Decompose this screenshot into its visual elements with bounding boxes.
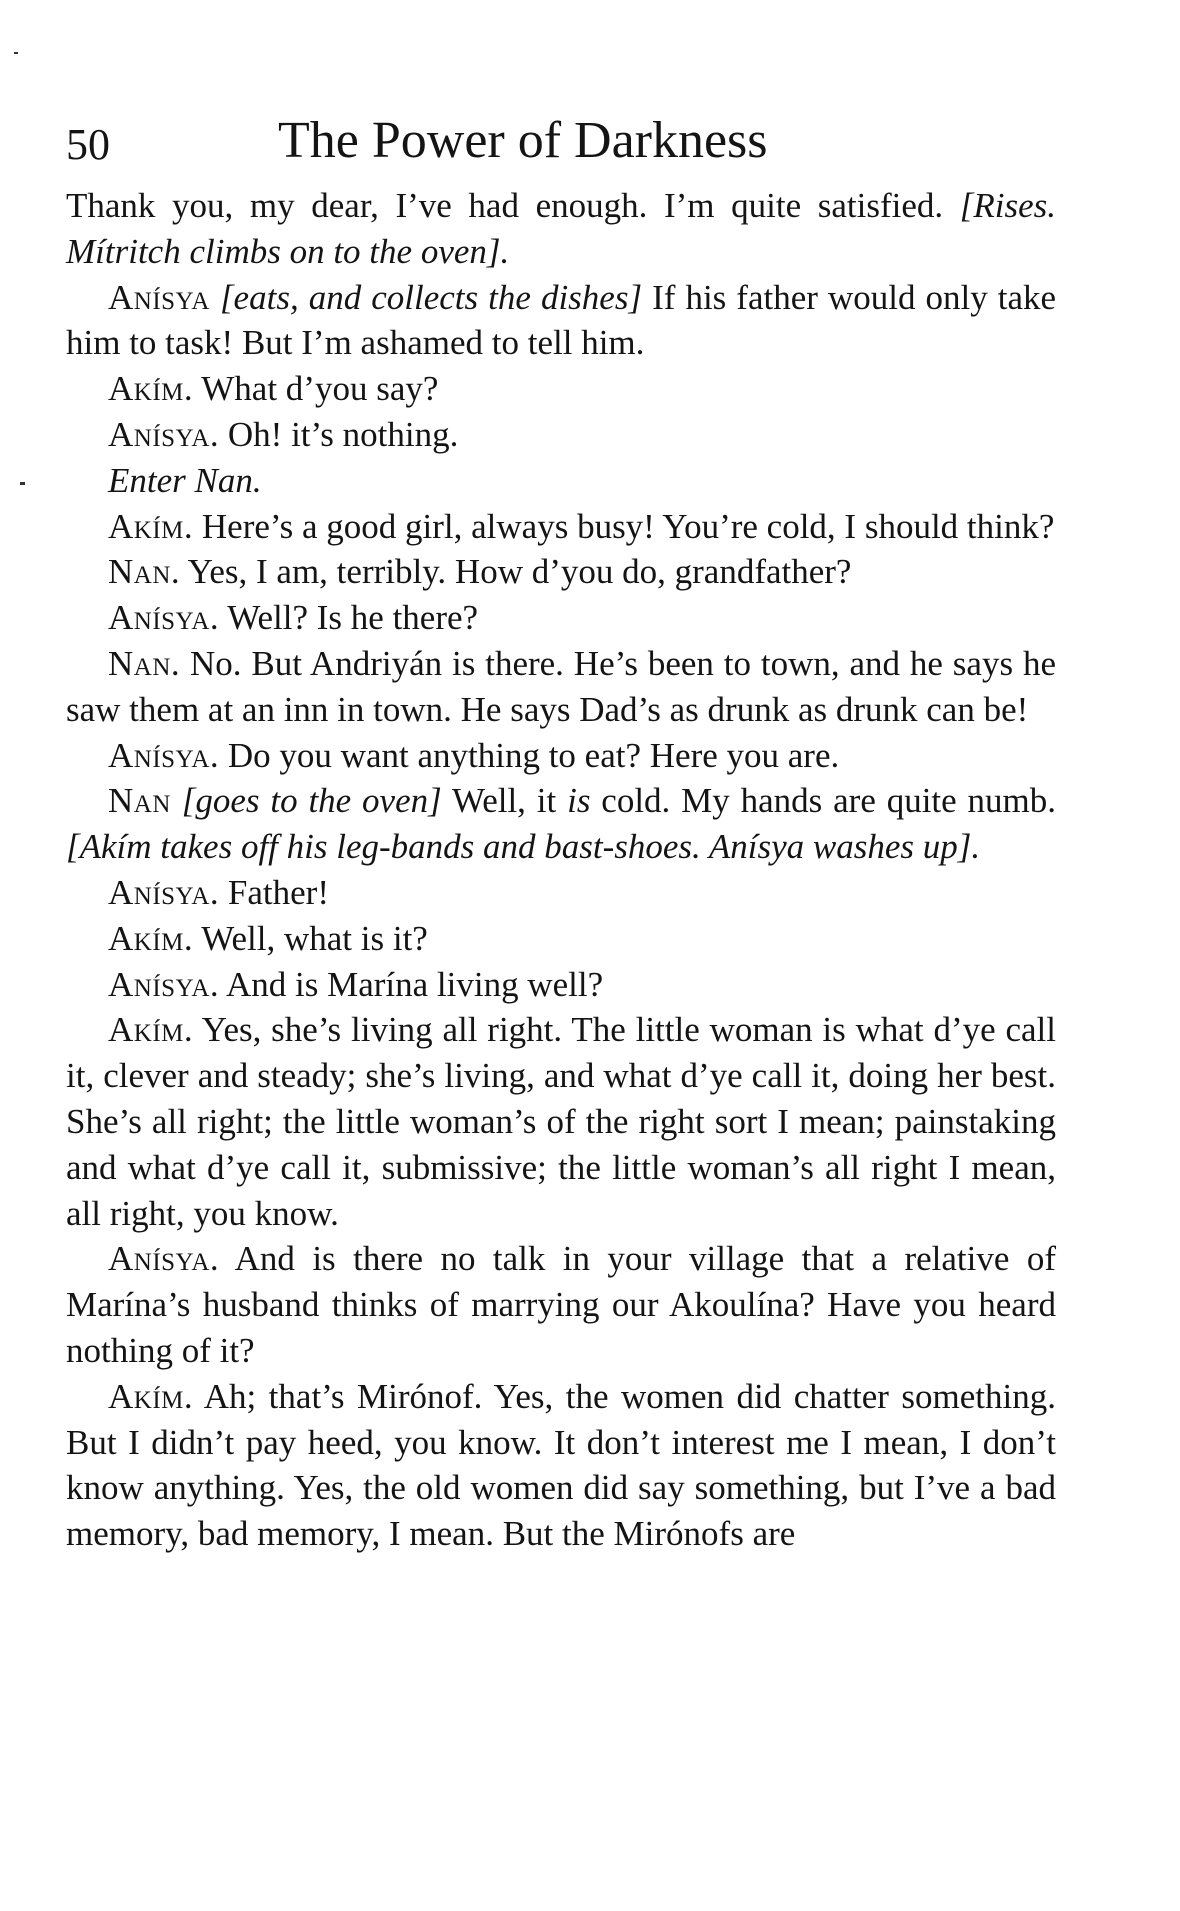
dialogue-paragraph [66,366,1056,412]
dialogue-paragraph [66,778,1056,870]
dialogue-text [171,781,182,820]
dialogue-paragraph [66,1236,1056,1373]
speaker-name: Anísya. [108,598,220,638]
speaker-name: Nan. [108,552,181,592]
dialogue-text: Thank you, my dear, I’ve had enough. I’m quite satisfied. [66,186,960,225]
running-head-title: The Power of Darkness [278,112,768,169]
stage-direction: [Akím takes off his leg-bands and bast-shoes. Anísya washes up]. [66,827,981,867]
speaker-name: Anísya. [108,964,220,1004]
print-speck [14,52,18,54]
stage-direction: is [567,781,591,821]
speaker-name: Anísya. [108,414,220,454]
dialogue-text: Yes, she’s living all right. The little woman is what d’ye call it, clever and steady; she’s living, and what d’ye call it, doing her best. She’s all right; the little woman’s of the right sort I mean; painstaking and what d’ye call it, submissive; the little woman’s all right I mean, all right, you know. [66,1010,1056,1233]
print-speck [20,482,25,485]
speaker-name: Anísya. [108,735,220,775]
dialogue-paragraph [66,549,1056,595]
dialogue-paragraph [66,1374,1056,1557]
dialogue-text [210,278,220,317]
stage-direction: [goes to the oven] [181,781,442,821]
dialogue-paragraph [66,962,1056,1008]
dialogue-paragraph [66,733,1056,779]
speaker-name: Akím. [108,369,194,409]
dialogue-text: Well, it [441,781,568,821]
dialogue-paragraph [66,504,1056,550]
speaker-name: Anísya. [108,872,220,912]
dialogue-text: Well, what is it? [193,918,428,958]
dialogue-text: Here’s a good girl, always busy! You’re cold, I should think? [193,506,1055,546]
speaker-name: Anísya [108,277,210,317]
stage-direction: Enter Nan. [108,460,262,500]
dialogue-text: Oh! it’s nothing. [219,414,459,454]
speaker-name: Akím. [108,506,194,546]
dialogue-text: Do you want anything to eat? Here you are. [219,735,840,775]
dialogue-text: No. But Andriyán is there. He’s been to town, and he says he saw them at an inn in town. He says Dad’s as drunk as drunk can be! [66,643,1056,729]
dialogue-paragraph [66,183,1056,275]
dialogue-paragraph [66,916,1056,962]
dialogue-text: What d’you say? [193,369,439,409]
dialogue-text: Well? Is he there? [219,598,479,638]
speaker-name: Akím. [108,1376,194,1416]
dialogue-paragraph [66,870,1056,916]
speaker-name: Anísya. [108,1239,220,1279]
speaker-name: Akím. [108,918,194,958]
dialogue-paragraph [66,595,1056,641]
dialogue-paragraph [66,412,1056,458]
dialogue-text: And is there no talk in your village that a relative of Marína’s husband thinks of marrying our Akoulína? Have you heard nothing of it? [66,1239,1056,1370]
dialogue-text: cold. My hands are quite numb. [590,781,1057,821]
dialogue-text: Ah; that’s Mirónof. Yes, the women did chatter something. But I didn’t pay heed, you know. It don’t interest me I mean, I don’t know anything. Yes, the old women did say something, but I’ve a bad memory, bad memory, I mean. But the Mirónofs are [66,1376,1056,1554]
dialogue-paragraph [66,458,1056,504]
speaker-name: Nan. [108,643,181,683]
stage-direction: [Rises. Mítritch climbs on to the oven]. [66,186,1056,271]
dialogue-text: And is Marína living well? [219,964,604,1004]
page-header [66,112,1056,176]
dialogue-paragraph [66,1007,1056,1236]
dialogue-text: Father! [219,872,329,912]
dialogue-text: Yes, I am, terribly. How d’you do, grandfather? [180,552,852,592]
dialogue-paragraph [66,275,1056,367]
speaker-name: Nan [108,781,171,821]
speaker-name: Akím. [108,1010,194,1050]
play-text [66,183,1056,1557]
stage-direction: [eats, and collects the dishes] [219,277,643,317]
dialogue-paragraph [66,641,1056,733]
dialogue-text: If his father would only take him to task! But I’m ashamed to tell him. [66,277,1057,363]
page-number: 50 [66,120,110,169]
